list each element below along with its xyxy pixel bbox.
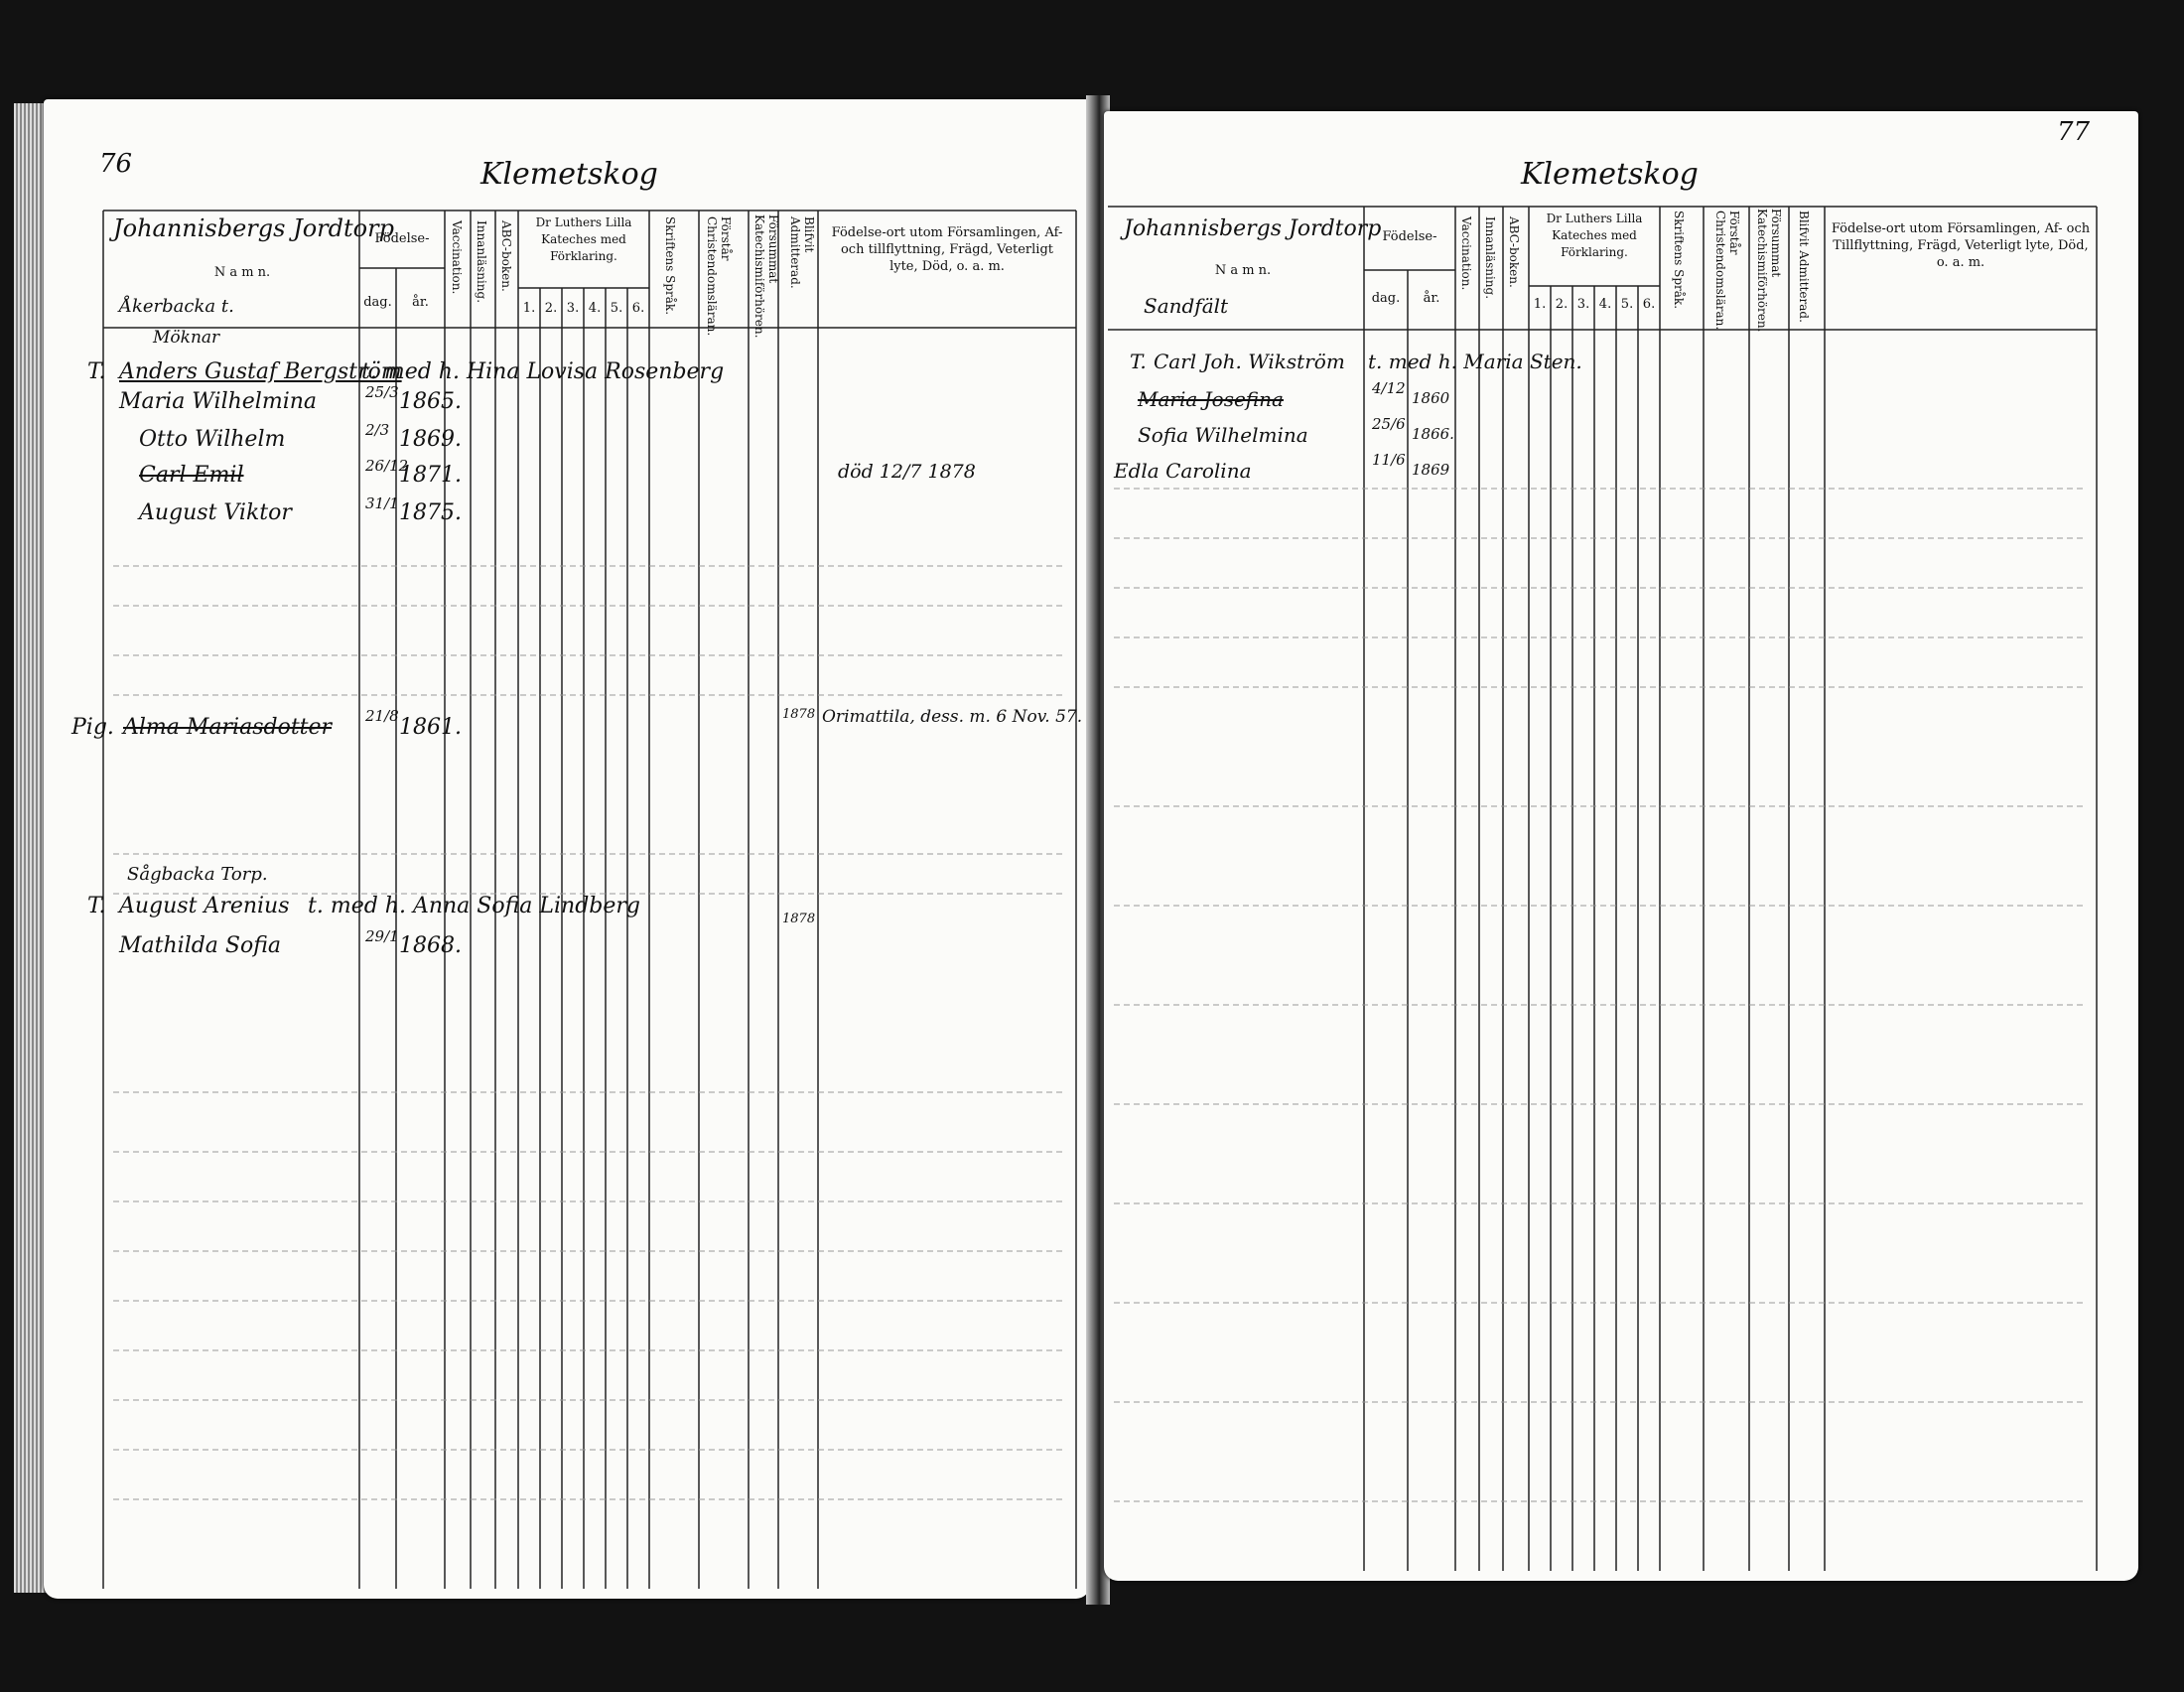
entry-birth-year: 1865.	[399, 389, 462, 414]
entry-birth-day: 25/3	[365, 383, 399, 401]
entry-spouse: t. med h. Anna Sofia Lindberg	[308, 894, 640, 918]
entry-birth-day: 11/6	[1372, 451, 1406, 469]
fodelseort-header: Födelse-ort utom Församlingen, Af- och tillflyttning, Frägd, Veterligt lyte, Död, o. a. m.	[831, 225, 1063, 274]
entry-place-sagbacka: Sågbacka Torp.	[127, 864, 268, 885]
vaccination-header: Vaccination.	[1459, 216, 1473, 291]
entry-spouse: t. med h. Hina Lovisa Rosenberg	[361, 359, 725, 384]
kat-col-1: 1.	[522, 301, 536, 316]
kat-col-5: 5.	[1620, 297, 1634, 312]
entry-name: Alma Mariasdotter	[123, 715, 333, 740]
entry-birth-year: 1871.	[399, 463, 462, 488]
kat-col-4: 4.	[1598, 297, 1612, 312]
right-page	[1104, 111, 2138, 1581]
forstar-header: Förstår Christendomsläran.	[1713, 211, 1741, 331]
entry-birth-day: 25/6	[1372, 415, 1406, 433]
blifvit-header: Blifvit Admitterad.	[1797, 211, 1811, 323]
entry-marker: T.	[87, 359, 106, 384]
entry-name: August Viktor	[139, 500, 292, 525]
namn-title: Johannisbergs Jordtorp	[113, 214, 394, 242]
left-page	[44, 99, 1090, 1599]
entry-name: August Arenius	[119, 894, 290, 918]
abc-header: ABC-boken.	[499, 220, 513, 292]
kat-col-6: 6.	[631, 301, 645, 316]
forstar-header: Förstår Christendomsläran.	[705, 216, 733, 337]
namn-title: Johannisbergs Jordtorp	[1124, 216, 1382, 241]
entry-name: Edla Carolina	[1114, 459, 1252, 483]
forsummat-header: Försummat Katechismiförhören.	[1755, 209, 1783, 333]
abc-header: ABC-boken.	[1507, 216, 1521, 288]
kat-col-5: 5.	[610, 301, 623, 316]
entry-marker: T.	[87, 894, 106, 918]
right-ruled-grid	[1104, 111, 2138, 1581]
entry-birth-day: 2/3	[365, 421, 390, 439]
entry-birth-year: 1860	[1412, 389, 1450, 407]
kat-col-3: 3.	[566, 301, 580, 316]
page-number: 76	[99, 149, 133, 179]
kat-col-4: 4.	[588, 301, 602, 316]
fodelseort-header: Födelse-ort utom Församlingen, Af- och Tillflyttning, Frägd, Veterligt lyte, Död, o. a. m.	[1831, 221, 2091, 270]
dag-header: dag.	[1371, 291, 1401, 306]
left-ruled-grid	[44, 99, 1090, 1599]
entry-birth-year: 1875.	[399, 500, 462, 525]
entry-marker: Pig.	[71, 715, 114, 740]
entry-name: Anders Gustaf Bergström	[119, 359, 402, 384]
luther-header: Dr Luthers Lilla Kateches med Förklaring.	[535, 215, 632, 263]
page-number: 77	[2057, 117, 2091, 147]
entry-name: Carl Joh. Wikström	[1154, 350, 1345, 373]
kat-col-2: 2.	[1555, 297, 1569, 312]
entry-name: Carl Emil	[139, 463, 244, 488]
sub-place: Sandfält	[1144, 294, 1229, 318]
entry-birth-day: 31/1	[365, 494, 399, 512]
village-heading: Klemetskog	[480, 157, 658, 192]
namn-header: N a m n.	[1214, 263, 1272, 278]
entry-name: Sofia Wilhelmina	[1138, 423, 1308, 447]
entry-birth-day: 26/12	[365, 457, 409, 475]
entry-birth-year: 1866.	[1412, 425, 1454, 443]
fodelse-header: Födelse-	[1382, 229, 1437, 244]
kat-col-2: 2.	[544, 301, 558, 316]
kat-col-1: 1.	[1533, 297, 1547, 312]
skrift-header: Skriftens Språk.	[1672, 211, 1686, 310]
innanlasning-header: Innanläsning.	[1483, 216, 1497, 300]
forsummat-header: Försummat Katechismiförhören.	[752, 214, 780, 339]
entry-birth-year: 1868.	[399, 933, 462, 958]
entry-marker: T.	[1130, 350, 1147, 373]
entry-remark: Orimattila, dess. m. 6 Nov. 57.	[822, 707, 1083, 727]
dag-header: dag.	[363, 295, 392, 310]
entry-birth-year: 1869	[1412, 461, 1450, 479]
entry-birth-day: 21/8	[365, 707, 399, 725]
entry-place-moknar: Möknar	[153, 328, 220, 348]
book-page-edges	[14, 103, 48, 1593]
entry-spouse: t. med h. Maria Sten.	[1368, 350, 1582, 373]
fodelse-header: Födelse-	[374, 231, 430, 246]
skrift-header: Skriftens Språk.	[663, 216, 677, 316]
vaccination-header: Vaccination.	[450, 220, 464, 295]
entry-name: Maria Josefina	[1138, 387, 1284, 411]
entry-birth-day: 4/12	[1372, 379, 1406, 397]
entry-admitted: 1878	[782, 707, 816, 722]
kat-col-3: 3.	[1576, 297, 1590, 312]
entry-birth-day: 29/1	[365, 927, 399, 945]
namn-header: N a m n.	[213, 265, 271, 280]
entry-birth-year: 1869.	[399, 427, 462, 452]
village-heading: Klemetskog	[1521, 157, 1699, 192]
luther-header: Dr Luthers Lilla Kateches med Förklaring.	[1546, 212, 1643, 259]
entry-name: Otto Wilhelm	[139, 427, 286, 452]
entry-birth-year: 1861.	[399, 715, 462, 740]
kat-col-6: 6.	[1642, 297, 1656, 312]
entry-name: Mathilda Sofia	[119, 933, 282, 958]
blifvit-header: Blifvit Admitterad.	[788, 216, 816, 289]
entry-remark: död 12/7 1878	[838, 461, 976, 483]
sub-place: Åkerbacka t.	[119, 296, 234, 317]
innanlasning-header: Innanläsning.	[475, 220, 488, 304]
entry-admitted: 1878	[782, 912, 816, 926]
ar-header: år.	[1423, 291, 1440, 306]
entry-name: Maria Wilhelmina	[119, 389, 318, 414]
ar-header: år.	[412, 295, 429, 310]
